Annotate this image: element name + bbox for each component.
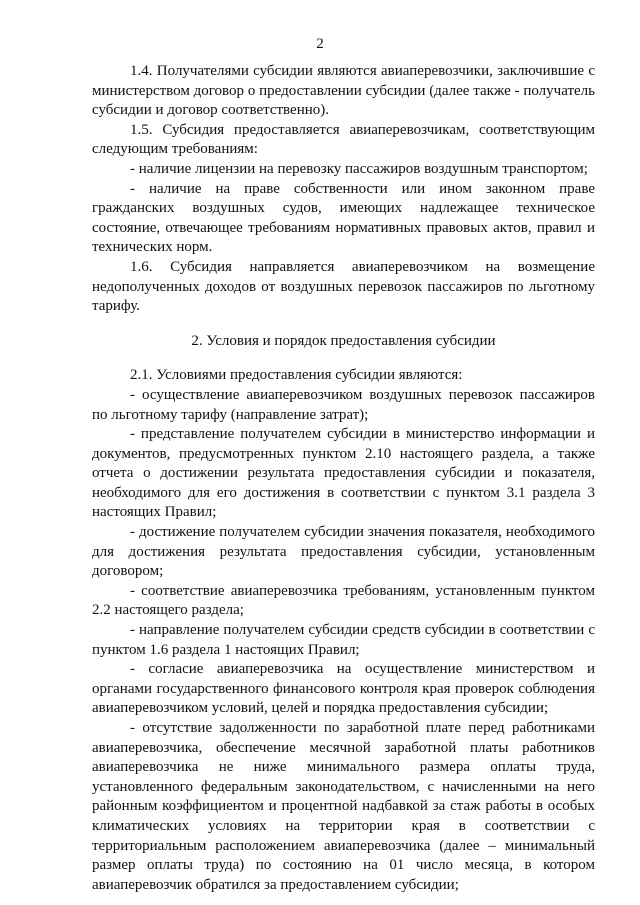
document-body [92,62,595,895]
condition-documents: - представление получателем субсидии в министерство информации и документов, предусмотренных пунктом 2.10 настоящего раздела, а также отчета о достижении результата предоставления субсидии и показателя, необходимого для его достижения в соответствии с пунктом 3.1 раздела 3 настоящих Правил; [92,426,595,521]
condition-requirements: - соответствие авиаперевозчика требованиям, установленным пунктом 2.2 настоящего раздела; [92,582,595,619]
paragraph-1-4: 1.4. Получателями субсидии являются авиаперевозчики, заключившие с министерством договор о предоставлении субсидии (далее также - получатель субсидии и договор соответственно). [92,63,595,119]
section-heading: 2. Условия и порядок предоставления субсидии [191,332,496,349]
condition-funds-direction: - направление получателем субсидии средств субсидии в соответствии с пунктом 1.6 раздела 1 настоящих Правил; [92,622,595,658]
condition-consent: - согласие авиаперевозчика на осуществление министерством и органами государственного финансового контроля края проверок соблюдения авиаперевозчиком условий, целей и порядка предоставления субсидии; [92,661,595,717]
condition-transport: - осуществление авиаперевозчиком воздушных перевозок пассажиров по льготному тарифу (направление затрат); [92,386,595,423]
paragraph-1-5: 1.5. Субсидия предоставляется авиаперевозчикам, соответствующим следующим требованиям: [92,121,595,158]
condition-no-debt: - отсутствие задолженности по заработной плате перед работниками авиаперевозчика, обеспечение месячной заработной платы работников авиаперевозчика не ниже минимального размера оплаты труда, установленного федеральным законодательством, с начисленными на него районным коэффициентом и процентной надбавкой за стаж работы в особых климатических условиях на территории края в соответствии с территориальным расположением авиаперевозчика (далее – минимальный размер оплаты труда) по состоянию на 01 число месяца, в котором авиаперевозчик обратился за предоставлением субсидии; [92,720,595,893]
page-number: 2 [316,36,324,52]
condition-indicator: - достижение получателем субсидии значения показателя, необходимого для достижения результата предоставления субсидии, установленным договором; [92,524,595,580]
paragraph-1-6: 1.6. Субсидия направляется авиаперевозчиком на возмещение недополученных доходов от воздушных перевозок пассажиров по льготному тарифу. [92,258,595,315]
requirement-license: - наличие лицензии на перевозку пассажиров воздушным транспортом; [130,160,588,177]
paragraph-2-1: 2.1. Условиями предоставления субсидии являются: [130,367,463,384]
requirement-aircraft: - наличие на праве собственности или ином законном праве гражданских воздушных судов, имеющих надлежащее техническое состояние, отвечающее требованиям нормативных правовых актов, правил и технических норм. [92,180,595,256]
